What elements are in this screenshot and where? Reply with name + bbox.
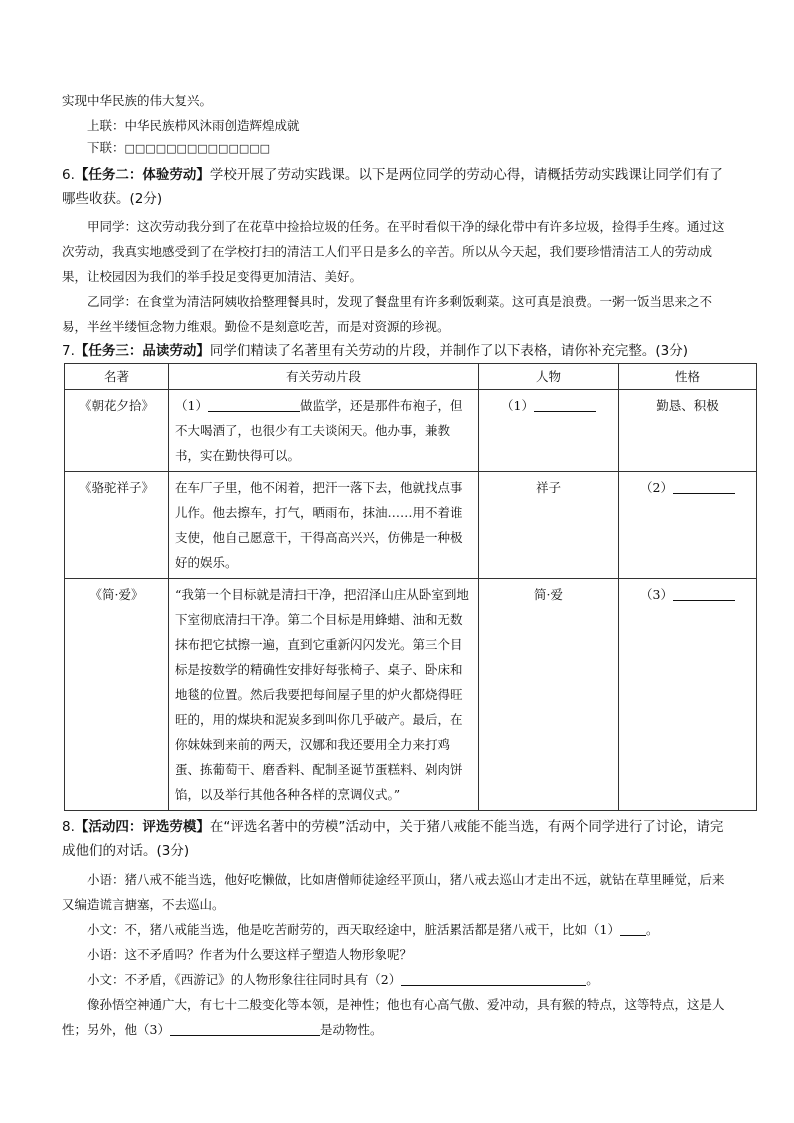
row2-trait: [619, 472, 757, 579]
row1-book: 《朝花夕拾》: [65, 390, 169, 472]
q6-tag: 【任务二：体验劳动】: [74, 167, 210, 183]
row1-person: [479, 390, 619, 472]
row1-person-blank[interactable]: [534, 397, 596, 412]
question-7: [62, 339, 742, 363]
table-row: [65, 472, 757, 579]
intro-tail: 实现中华民族的伟大复兴。: [62, 93, 213, 108]
row3-trait-label: （3）: [640, 587, 673, 602]
q8-dialogue-2: [62, 917, 734, 942]
q8-blank-3[interactable]: [170, 1021, 320, 1036]
q8-blank-1[interactable]: [620, 921, 646, 936]
row3-trait: [619, 579, 757, 811]
header-person: 人物: [479, 364, 619, 390]
q8-dialogue-4-text: 小文：不矛盾，《西游记》的人物形象往往同时具有（2）: [87, 972, 402, 987]
header-book: 名著: [65, 364, 169, 390]
q7-number: 7.: [62, 343, 75, 359]
q6-number: 6.: [62, 167, 75, 183]
table-header-row: [65, 364, 757, 390]
row1-trait: 勤恳、积极: [619, 390, 757, 472]
row3-person: 简·爱: [479, 579, 619, 811]
q8-dialogue-5-text: 像孙悟空神通广大，有七十二般变化等本领，是神性；他也有心高气傲、爱冲动，具有猴的特点，这等特点，这是人性；另外，他（3）: [62, 997, 725, 1037]
q8-dialogue-5-end: 是动物性。: [319, 1022, 383, 1037]
q6-student-b: 乙同学：在食堂为清洁阿姨收拾整理餐具时，发现了餐盘里有许多剩饭剩菜。这可真是浪费。一粥一饭当思来之不易，半丝半缕恒念物力维艰。勤俭不是刻意吃苦，而是对资源的珍视。: [62, 294, 713, 334]
row2-excerpt: 在车厂子里，他不闲着，把汗一落下去，他就找点事儿作。他去擦车，打气，晒雨布，抹油……用不着谁支使，他自己愿意干，干得高高兴兴，仿佛是一种极好的娱乐。: [169, 472, 479, 579]
q8-dialogue-2-end: 。: [645, 922, 659, 937]
q8-number: 8.: [62, 819, 75, 835]
row2-person: 祥子: [479, 472, 619, 579]
table-row: [65, 390, 757, 472]
q8-dialogue-5: [62, 992, 734, 1042]
q6-prompt: 学校开展了劳动实践课。以下是两位同学的劳动心得，请概括劳动实践课让同学们有了哪些收获。(2分): [62, 167, 723, 207]
q8-dialogue-2-text: 小文：不，猪八戒能当选，他是吃苦耐劳的，西天取经途中，脏活累活都是猪八戒干，比如（1）: [87, 922, 620, 937]
row2-trait-blank[interactable]: [673, 479, 735, 494]
q8-dialogue-3: 小语：这不矛盾吗？作者为什么要这样子塑造人物形象呢？: [87, 947, 413, 962]
row2-trait-label: （2）: [640, 480, 673, 495]
q8-blank-2[interactable]: [401, 971, 586, 986]
couplet-lower: [62, 138, 742, 159]
q7-prompt: 同学们精读了名著里有关劳动的片段，并制作了以下表格，请你补充完整。(3分): [209, 343, 689, 359]
couplet-upper: [62, 113, 742, 138]
q6-student-a: 甲同学：这次劳动我分到了在花草中捡拾垃圾的任务。在平时看似干净的绿化带中有许多垃圾，捡得手生疼。通过这次劳动，我真实地感受到了在学校打扫的清洁工人们平日是多么的辛苦。所以从今天起，我们要珍惜清洁工人的劳动成果，让校园因为我们的举手投足变得更加清洁、美好。: [62, 219, 725, 284]
couplet-upper-text: 中华民族栉风沐雨创造辉煌成就: [124, 118, 300, 133]
q8-prompt: 在“评选名著中的劳模”活动中，关于猪八戒能不能当选，有两个同学进行了讨论，请完成他们的对话。(3分): [62, 819, 724, 859]
row1-person-label: （1）: [501, 398, 534, 413]
header-excerpt: 有关劳动片段: [169, 364, 479, 390]
works-table: [64, 363, 757, 811]
question-8: [62, 815, 734, 863]
question-6: [62, 163, 734, 211]
row3-excerpt: “我第一个目标就是清扫干净，把沼泽山庄从卧室到地下室彻底清扫干净。第二个目标是用蜂蜡、油和无数抹布把它拭擦一遍，直到它重新闪闪发光。第三个目标是按数学的精确性安排好每张椅子、桌子、卧床和地毯的位置。然后我要把每间屋子里的炉火都烧得旺旺的，用的煤块和泥炭多到叫你几乎破产。最后，在你妹妹到来前的两天，汉娜和我还要用全力来打鸡蛋、拣葡萄干、磨香料、配制圣诞节蛋糕料、剁肉饼馅，以及举行其他各种各样的烹调仪式。”: [169, 579, 479, 811]
q8-dialogue-4-end: 。: [586, 972, 599, 987]
header-trait: 性格: [619, 364, 757, 390]
couplet-lower-label: 下联：: [87, 140, 125, 155]
row1-excerpt-text: 做监学，还是那件布袍子，但不大喝酒了，也很少有工夫谈闲天。他办事，兼教书，实在勤快得可以。: [175, 398, 463, 463]
q8-dialogue-1: 小语：猪八戒不能当选，他好吃懒做，比如唐僧师徒途经平顶山，猪八戒去巡山才走出不远，就钻在草里睡觉，后来又编造谎言搪塞，不去巡山。: [62, 872, 725, 912]
row3-trait-blank[interactable]: [673, 586, 735, 601]
row2-book: 《骆驼祥子》: [65, 472, 169, 579]
exam-page: [62, 88, 742, 1042]
q8-tag: 【活动四：评选劳模】: [74, 819, 210, 835]
row1-blank-label: （1）: [175, 398, 208, 413]
row1-excerpt-blank[interactable]: [208, 397, 300, 412]
table-row: [65, 579, 757, 811]
couplet-upper-label: 上联：: [87, 118, 125, 133]
couplet-lower-answer-boxes[interactable]: □□□□□□□□□□□□□□: [124, 142, 271, 155]
q7-tag: 【任务三：品读劳动】: [74, 343, 210, 359]
row3-book: 《简·爱》: [65, 579, 169, 811]
q8-dialogue-4: [62, 967, 734, 992]
row1-excerpt: [169, 390, 479, 472]
